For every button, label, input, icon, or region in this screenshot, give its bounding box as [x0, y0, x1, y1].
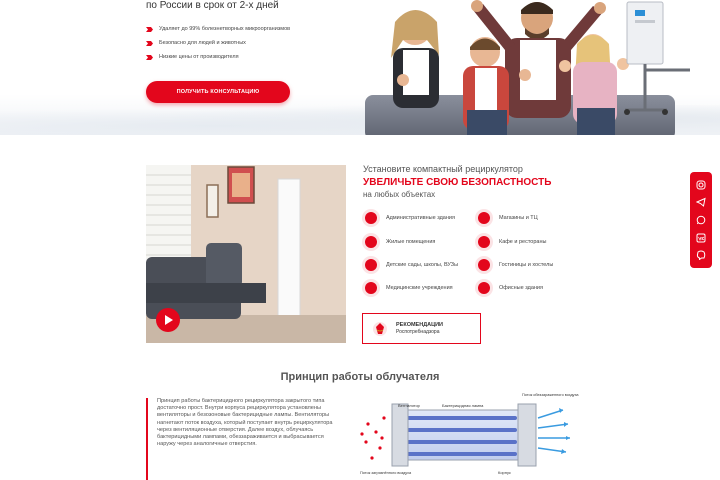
diagram-label-body: Корпус — [498, 470, 511, 475]
hero-bullet-text: Низкие цены от производителя — [159, 54, 239, 60]
principle-text: Принцип работы бактерицидного рециркулятора закрытого типа достаточно прост. Внутри корпуса рециркулятора установлены вентиляторы и безозоновые бактерицидные лампы. Вентиляторы нагнетают поток воздуха, который поступает внутрь рециркулятора через вентиляционные отверстия. Далее воздух, облучаясь бактерицидными лампами, обеззараживается и выбрасывается наружу через аналогичные отверстия. — [146, 398, 336, 480]
school-icon — [362, 256, 380, 274]
social-sidebar — [690, 172, 712, 268]
place-item — [475, 233, 585, 251]
place-label: Детские сады, школы, ВУЗы — [386, 261, 459, 268]
place-label: Медицинские учреждения — [386, 284, 453, 291]
red-arrow-icon — [146, 27, 153, 32]
principle-title: Принцип работы облучателя — [280, 371, 440, 383]
recirculator-line1: Установите компактный рециркулятор — [363, 164, 523, 174]
place-label: Офисные здания — [499, 284, 543, 291]
medical-icon — [362, 279, 380, 297]
rospotrebnadzor-recommendations-link[interactable] — [362, 313, 481, 344]
hero-section — [0, 0, 720, 135]
hero-bullet — [146, 36, 290, 50]
hero-bullet — [146, 22, 290, 36]
place-label: Магазины и ТЦ — [499, 214, 538, 221]
place-item — [362, 233, 472, 251]
get-consultation-button[interactable]: ПОЛУЧИТЬ КОНСУЛЬТАЦИЮ — [146, 81, 290, 103]
place-item — [362, 279, 472, 297]
building-icon — [362, 209, 380, 227]
hero-bullet — [146, 50, 290, 64]
place-label: Жилые помещения — [386, 238, 436, 245]
hotel-icon — [475, 256, 493, 274]
diagram-label-lamp: Бактерицидная лампа — [442, 403, 484, 408]
diagram-label-fan: Вентилятор — [398, 403, 420, 408]
recirculator-diagram — [358, 388, 580, 480]
hero-title: по России в срок от 2-х дней — [146, 0, 279, 11]
place-label: Гостиницы и хостелы — [499, 261, 554, 268]
place-item — [475, 279, 585, 297]
room-photo — [146, 165, 346, 343]
place-label: Административные здания — [386, 214, 455, 221]
viber-icon[interactable] — [696, 250, 707, 261]
reco-title: РЕКОМЕНДАЦИИ — [396, 321, 444, 328]
house-icon — [362, 233, 380, 251]
reco-subtitle: Роспотребнадзора — [396, 328, 440, 335]
red-arrow-icon — [146, 55, 153, 60]
instagram-icon[interactable] — [696, 179, 707, 190]
telegram-icon[interactable] — [696, 197, 707, 208]
place-item — [362, 256, 472, 274]
hero-bullet-text: Удаляет до 99% болезнетворных микроорганизмов — [159, 26, 291, 32]
diagram-label-out-air: Поток обеззараженного воздуха — [522, 393, 579, 397]
place-item — [475, 256, 585, 274]
place-label: Кафе и рестораны — [499, 238, 547, 245]
place-item — [475, 209, 585, 227]
family-photo — [355, 0, 720, 135]
office-icon — [475, 279, 493, 297]
vk-icon[interactable] — [696, 232, 707, 243]
recirculator-line3: на любых объектах — [363, 190, 436, 199]
shop-icon — [475, 209, 493, 227]
whatsapp-icon[interactable] — [696, 214, 707, 225]
reco-text — [396, 322, 443, 336]
red-arrow-icon — [146, 41, 153, 46]
diagram-label-in-air: Поток загрязнённого воздуха — [360, 471, 412, 475]
cafe-icon — [475, 233, 493, 251]
emblem-icon — [372, 321, 388, 337]
hero-bullet-text: Безопасно для людей и животных — [159, 40, 246, 46]
hero-bullets — [146, 22, 290, 64]
recirculator-headline: УВЕЛИЧЬТЕ СВОЮ БЕЗОПАСТНОСТЬ — [363, 177, 552, 188]
place-item — [362, 209, 472, 227]
